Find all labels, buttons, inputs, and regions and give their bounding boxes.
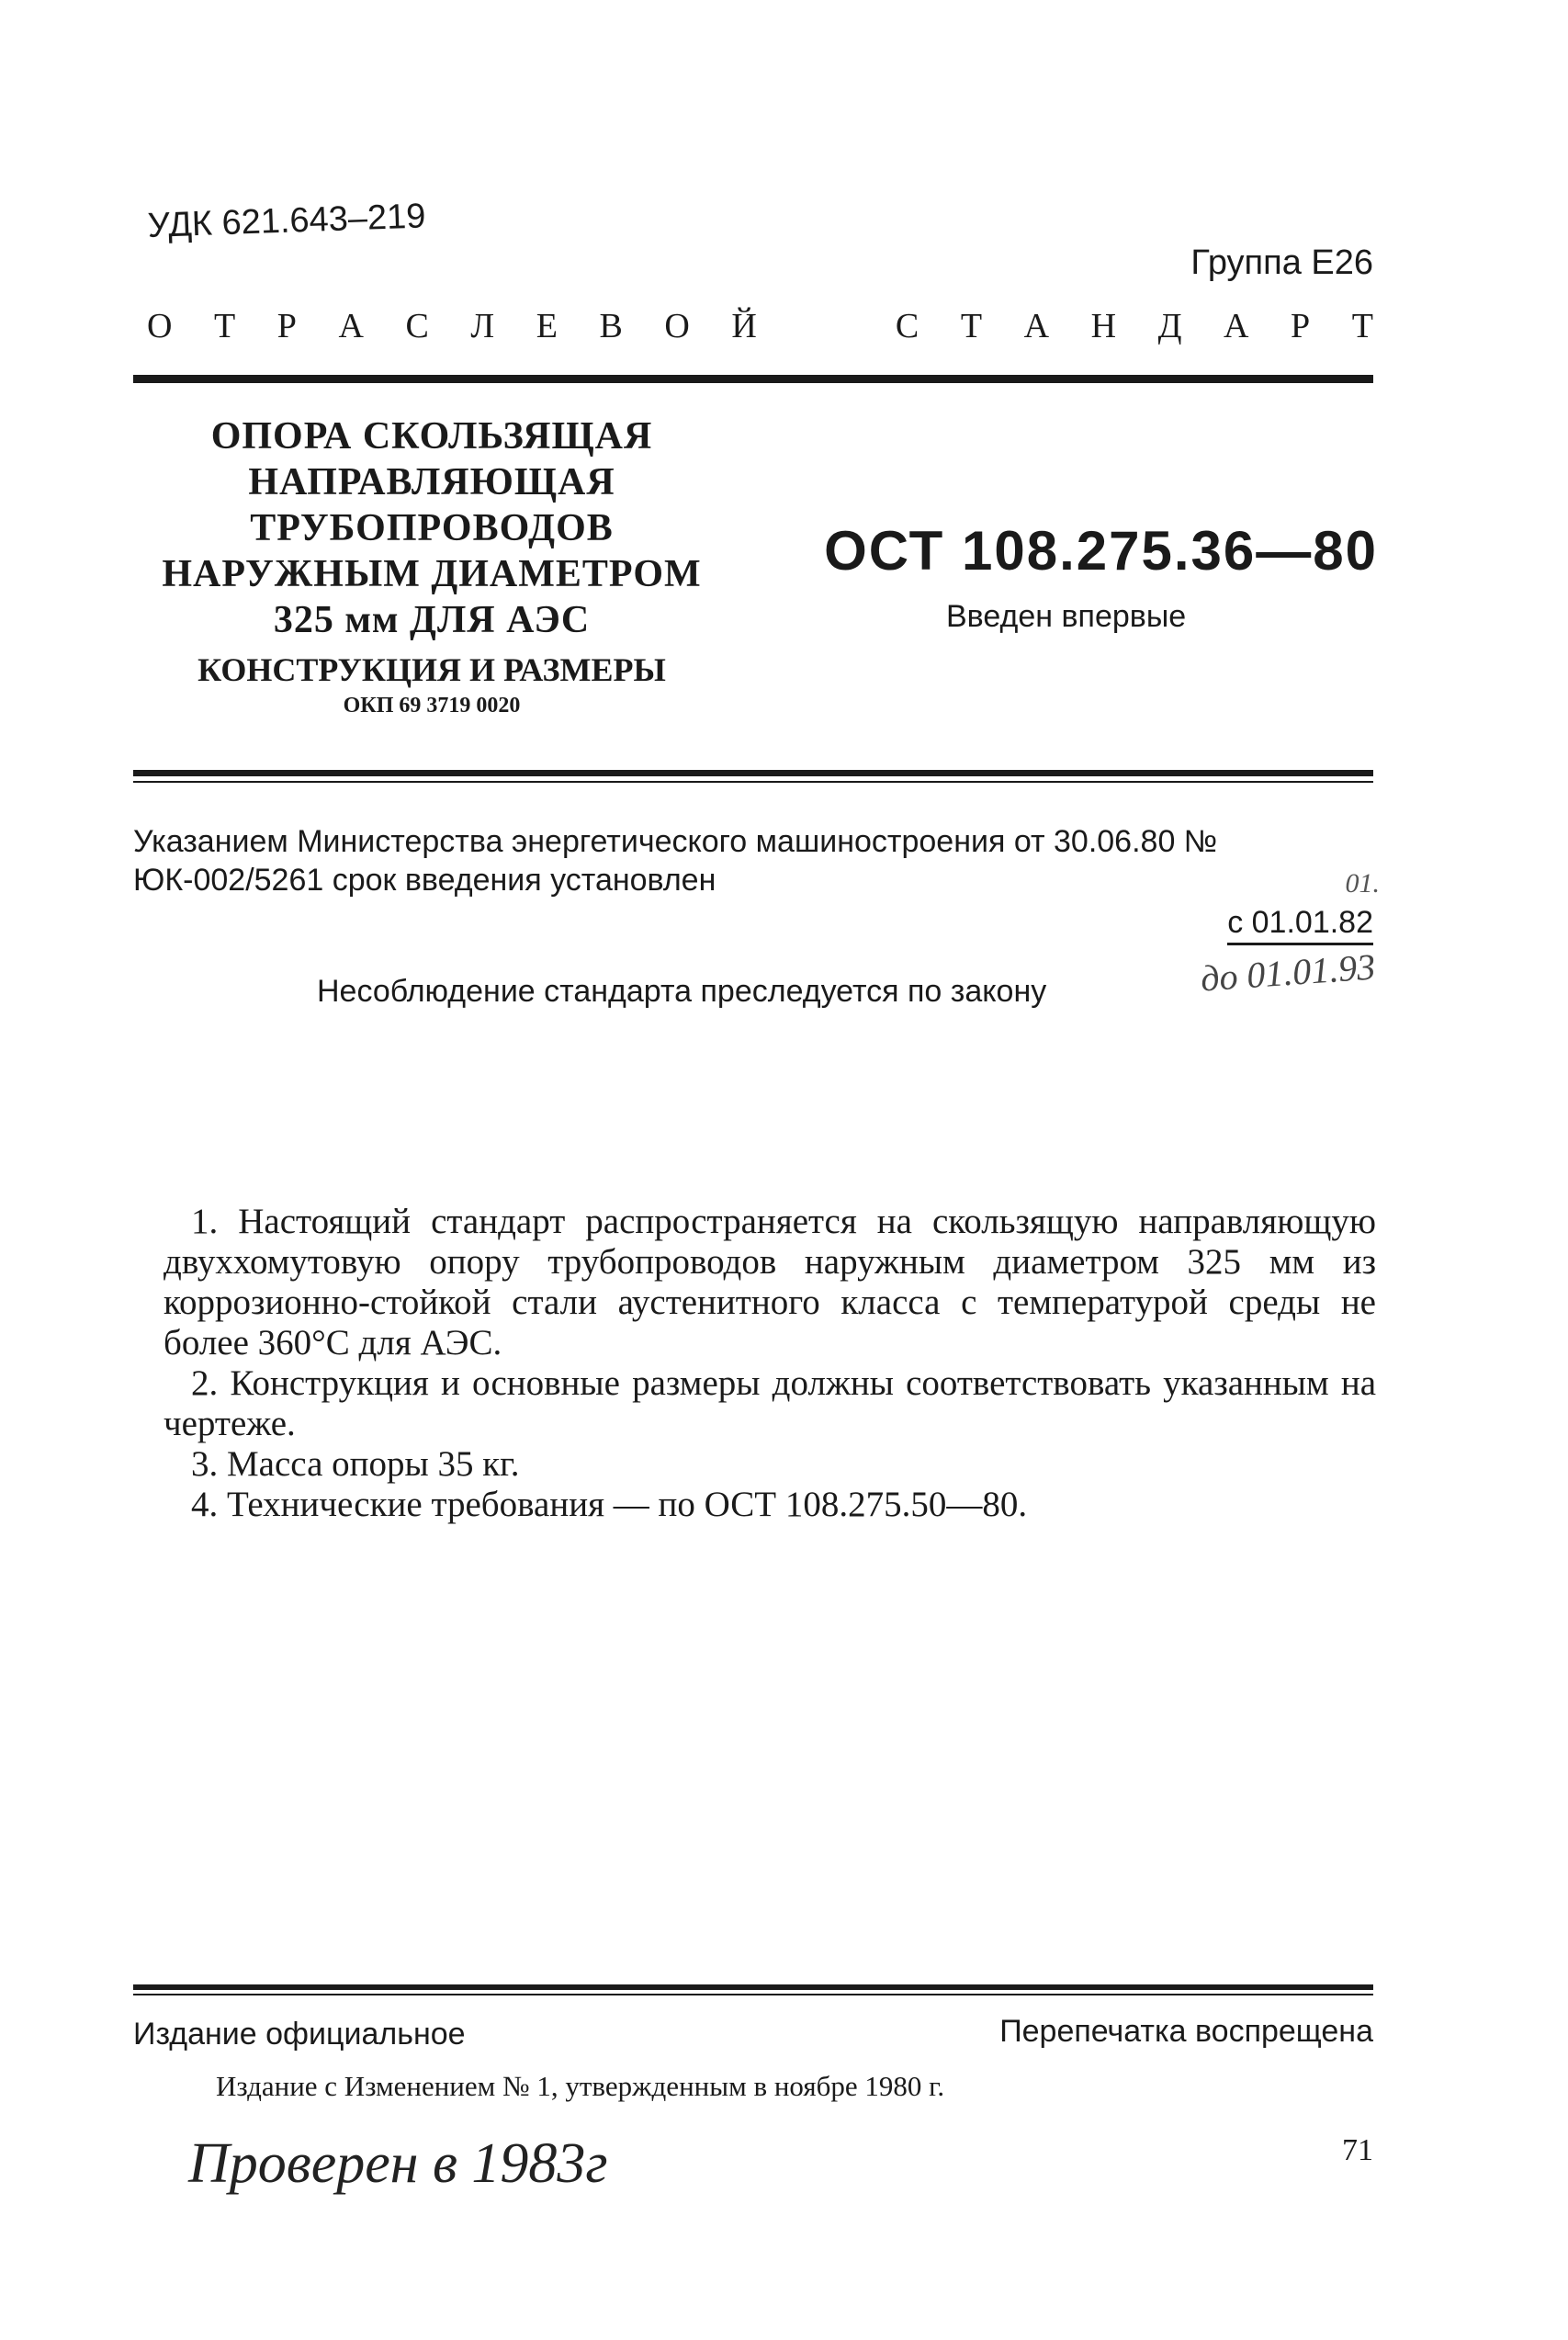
banner-letter: С — [895, 307, 919, 345]
body-paragraph: 4. Технические требования — по ОСТ 108.275.50—80. — [191, 1485, 1028, 1524]
banner-letter: Н — [1090, 307, 1117, 345]
banner-letter: А — [1224, 307, 1249, 345]
footer-rule-thick — [133, 1984, 1373, 1990]
body-paragraph: 2. Конструкция и основные размеры должны соответствовать указанным на чертеже. — [164, 1363, 1376, 1443]
body-paragraph: 3. Масса опоры 35 кг. — [191, 1444, 520, 1484]
title-line: 325 мм ДЛЯ АЭС — [273, 599, 591, 641]
banner-gap — [798, 306, 853, 346]
footer-rule-thin — [133, 1994, 1373, 1995]
banner-letter: Т — [214, 307, 236, 345]
page-number: 71 — [1342, 2133, 1373, 2167]
title-rule-thin — [133, 781, 1373, 783]
udk-code: УДК 621.643–219 — [147, 197, 427, 245]
title-line: НАРУЖНЫМ ДИАМЕТРОМ — [162, 553, 702, 595]
title-line: НАПРАВЛЯЮЩАЯ — [248, 461, 615, 503]
banner-letter: Д — [1157, 307, 1182, 345]
standard-type-banner — [147, 306, 1373, 346]
banner-letter: С — [405, 307, 429, 345]
banner-letter: Е — [536, 307, 558, 345]
banner-letter: Т — [960, 307, 983, 345]
banner-letter: О — [664, 307, 690, 345]
standard-title — [138, 413, 726, 720]
edition-amendment-note: Издание с Изменением № 1, утвержденным в ноябре 1980 г. — [216, 2070, 945, 2102]
reprint-notice: Перепечатка воспрещена — [999, 2014, 1373, 2049]
title-subtitle: КОНСТРУКЦИЯ И РАЗМЕРЫ — [197, 651, 666, 688]
banner-letter: А — [338, 307, 364, 345]
banner-letter: Т — [1351, 307, 1373, 345]
standard-body — [164, 1202, 1376, 1525]
banner-letter: О — [147, 307, 173, 345]
banner-letter: Л — [470, 307, 495, 345]
banner-letter: А — [1023, 307, 1050, 345]
header-rule-thick — [133, 375, 1373, 383]
introduced-note: Введен впервые — [946, 599, 1187, 634]
body-paragraph: 1. Настоящий стандарт распространяется на скользящую направляющую двуххомутовую опору трубопроводов наружным диаметром 325 мм из коррозионно-стойкой стали аустенитного класса с температурой среды не более 360°С для АЭС. — [164, 1202, 1376, 1362]
group-code: Группа Е26 — [1190, 243, 1373, 282]
ost-designation: ОСТ 108.275.36—80 — [824, 520, 1378, 582]
banner-letter: Р — [276, 307, 297, 345]
title-line: ТРУБОПРОВОДОВ — [250, 507, 614, 549]
handwritten-mark: 01. — [1345, 868, 1380, 899]
title-rule-thick — [133, 770, 1373, 776]
penalty-note: Несоблюдение стандарта преследуется по закону — [317, 974, 1047, 1009]
directive-text: Указанием Министерства энергетического машиностроения от 30.06.80 № ЮК-002/5261 срок введения установлен — [133, 824, 1218, 898]
banner-letter: Й — [731, 307, 757, 345]
handwritten-verification: Проверен в 1983г — [188, 2132, 608, 2195]
effective-date: с 01.01.82 — [1227, 905, 1373, 945]
banner-letter: В — [599, 307, 623, 345]
title-line: ОПОРА СКОЛЬЗЯЩАЯ — [210, 415, 653, 458]
handwritten-extension: до 01.01.93 — [1199, 945, 1377, 1000]
edition-label: Издание официальное — [133, 2017, 466, 2052]
banner-letter: Р — [1291, 307, 1311, 345]
okp-code: ОКП 69 3719 0020 — [343, 694, 521, 718]
